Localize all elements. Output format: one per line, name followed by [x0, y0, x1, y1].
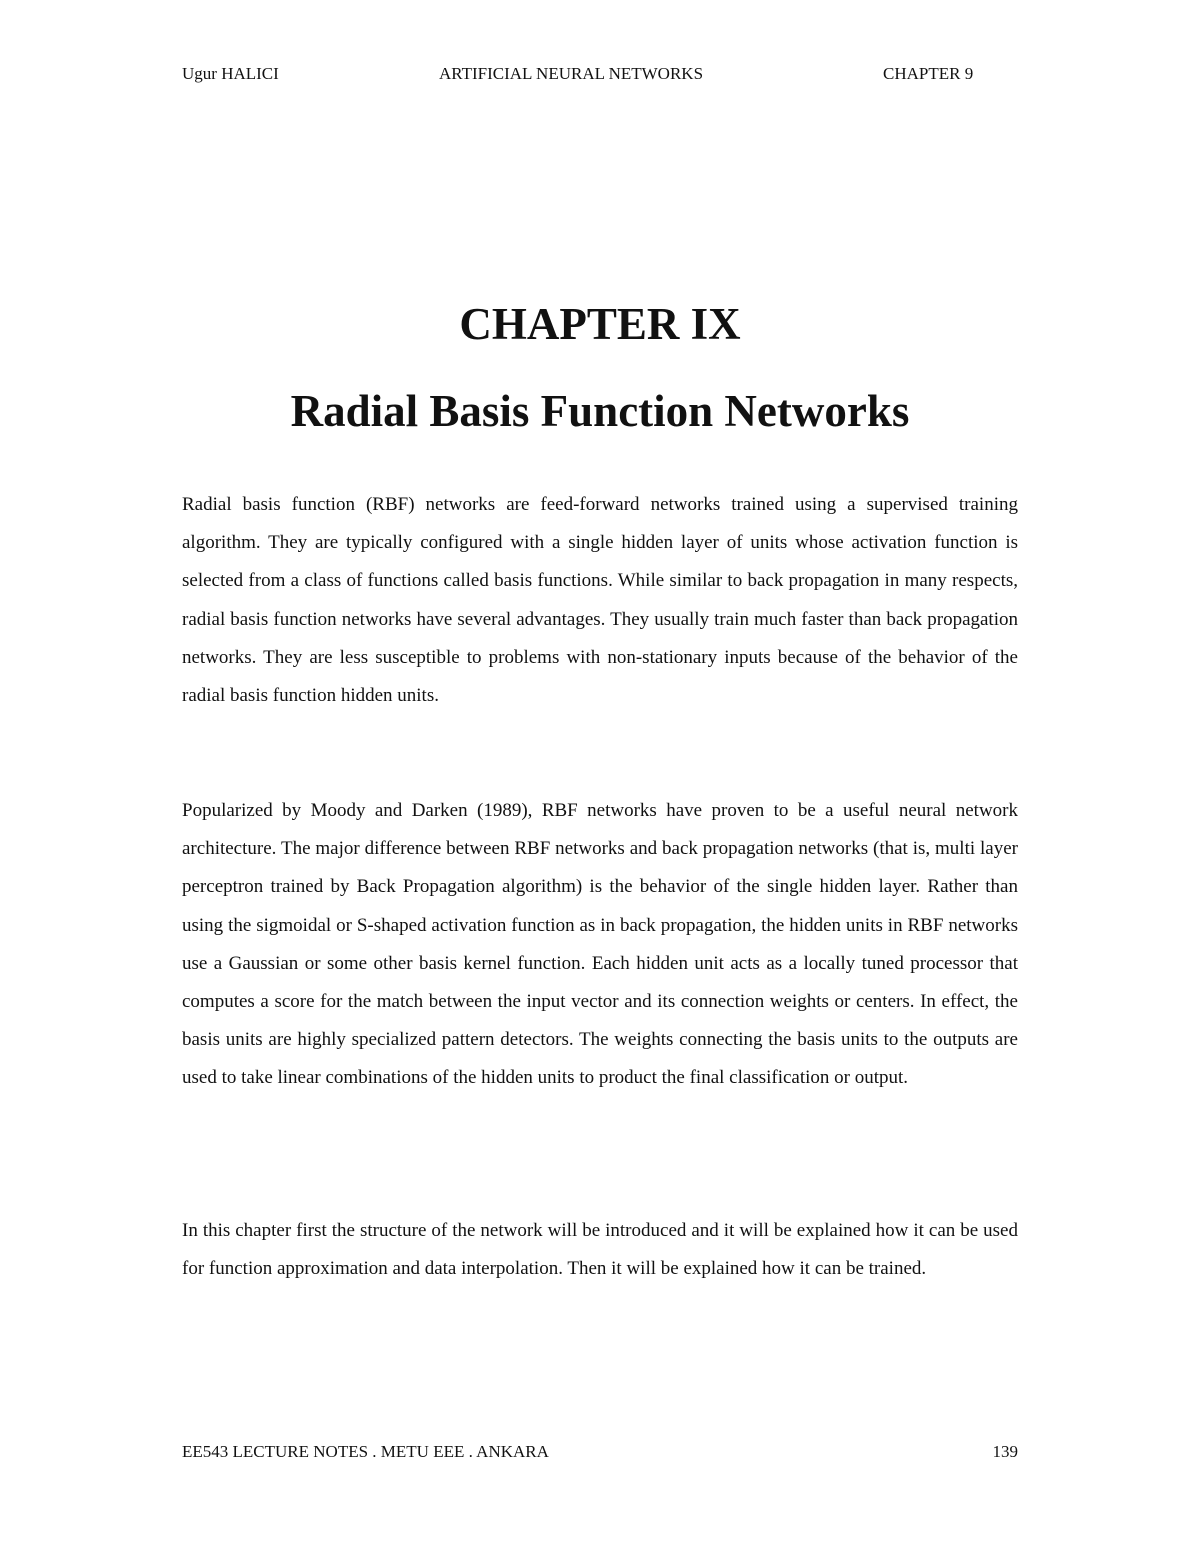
header-chapter: CHAPTER 9 [883, 64, 974, 83]
body-paragraph: Popularized by Moody and Darken (1989), RBF networks have proven to be a useful neural network architecture. The major difference between RBF networks and back propagation networks (that is, multi layer perceptron trained by Back Propagation algorithm) is the behavior of the single hidden layer. Rather than using the sigmoidal or S-shaped activation function as in back propagation, the hidden units in RBF networks use a Gaussian or some other basis kernel function. Each hidden unit acts as a locally tuned processor that computes a score for the match between the input vector and its connection weights or centers. In effect, the basis units are highly specialized pattern detectors. The weights connecting the basis units to the outputs are used to take linear combinations of the hidden units to product the final classification or output. [182, 800, 1018, 1089]
body-paragraph: In this chapter first the structure of the network will be introduced and it will be explained how it can be used for function approximation and data interpolation. Then it will be explained how it can be trained. [182, 1220, 1018, 1280]
chapter-title: Radial Basis Function Networks [290, 386, 910, 436]
running-header [182, 64, 982, 88]
body-paragraph: Radial basis function (RBF) networks are feed-forward networks trained using a supervised training algorithm. They are typically configured with a single hidden layer of units whose activation function is selected from a class of functions called basis functions. While similar to back propagation in many respects, radial basis function networks have several advantages. They usually train much faster than back propagation networks. They are less susceptible to problems with non-stationary inputs because of the behavior of the radial basis function hidden units. [182, 494, 1018, 707]
footer-course-info: EE543 LECTURE NOTES . METU EEE . ANKARA [182, 1442, 549, 1461]
chapter-number: CHAPTER IX [459, 299, 741, 349]
header-book-title: ARTIFICIAL NEURAL NETWORKS [439, 64, 704, 83]
running-footer [182, 1442, 1018, 1466]
page-number: 139 [992, 1442, 1018, 1461]
header-author: Ugur HALICI [182, 64, 279, 83]
